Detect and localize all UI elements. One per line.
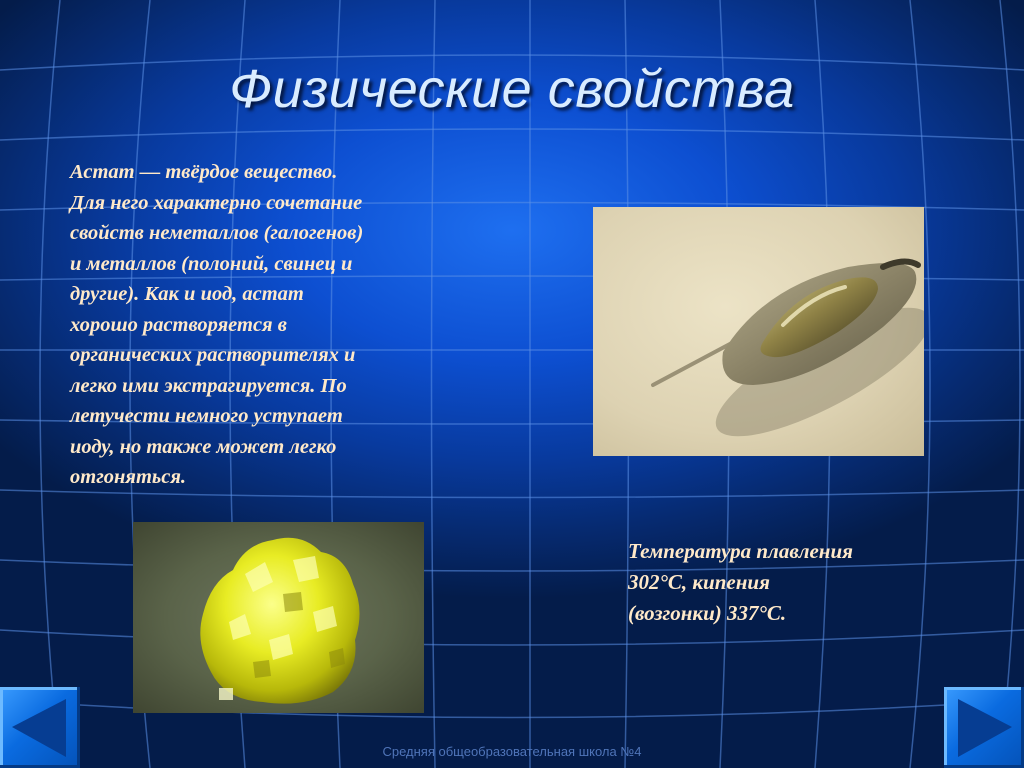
description-line: летучести немного уступает [70,405,343,427]
description-line: отгоняться. [70,466,187,488]
slide-title: Физические свойства [229,59,795,119]
description-line: Астат — твёрдое вещество. [70,161,338,183]
description-line: легко ими экстрагируется. По [70,374,347,397]
description-line: свойств неметаллов (галогенов) [70,222,364,244]
temperature-line: Температура плавления [628,539,853,563]
temperature-line: 302°C, кипения [628,570,770,594]
footer-text: Средняя общеобразовательная школа №4 [382,744,642,759]
description-line: хорошо растворяется в [70,313,287,336]
description-text [70,157,450,493]
description-line: другие). Как и иод, астат [70,283,304,305]
yellow-crystal-photo [133,522,424,713]
temperature-text [628,536,928,629]
description-line: Для него характерно сочетание [70,191,363,214]
temperature-line: (возгонки) 337°C. [628,601,787,625]
description-line: иоду, но также может легко [70,435,337,458]
description-line: и металлов (полоний, свинец и [70,252,353,275]
description-line: органических растворителях и [70,344,356,366]
ampoule-photo [593,207,924,456]
